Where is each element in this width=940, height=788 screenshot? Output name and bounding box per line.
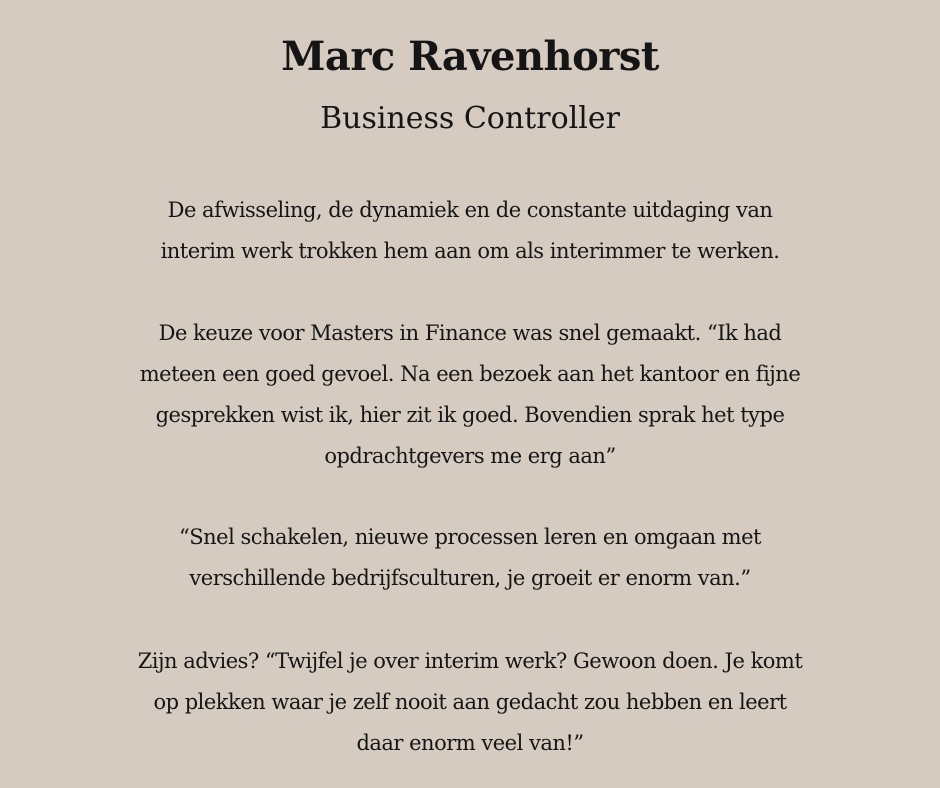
- text-line: opdrachtgevers me erg aan”: [324, 444, 616, 468]
- text-line: meteen een goed gevoel. Na een bezoek aan het kantoor en fijne: [139, 362, 801, 386]
- text-line: De keuze voor Masters in Finance was snel gemaakt. “Ik had: [158, 321, 782, 345]
- paragraph-choice: [70, 313, 870, 477]
- paragraph-quote: [70, 517, 870, 599]
- paragraph-motivation: [70, 190, 870, 272]
- paragraph-advice: [70, 641, 870, 764]
- text-line: verschillende bedrijfsculturen, je groeit er enorm van.”: [189, 566, 751, 590]
- text-line: De afwisseling, de dynamiek en de constante uitdaging van: [167, 198, 773, 222]
- text-line: op plekken waar je zelf nooit aan gedacht zou hebben en leert: [153, 690, 787, 714]
- text-line: gesprekken wist ik, hier zit ik goed. Bovendien sprak het type: [155, 403, 785, 427]
- text-line: Zijn advies? “Twijfel je over interim werk? Gewoon doen. Je komt: [137, 649, 803, 673]
- text-line: daar enorm veel van!”: [356, 731, 584, 755]
- text-line: “Snel schakelen, nieuwe processen leren en omgaan met: [179, 525, 761, 549]
- job-title: Business Controller: [320, 101, 620, 136]
- person-name: Marc Ravenhorst: [281, 33, 659, 80]
- text-line: interim werk trokken hem aan om als interimmer te werken.: [160, 239, 780, 263]
